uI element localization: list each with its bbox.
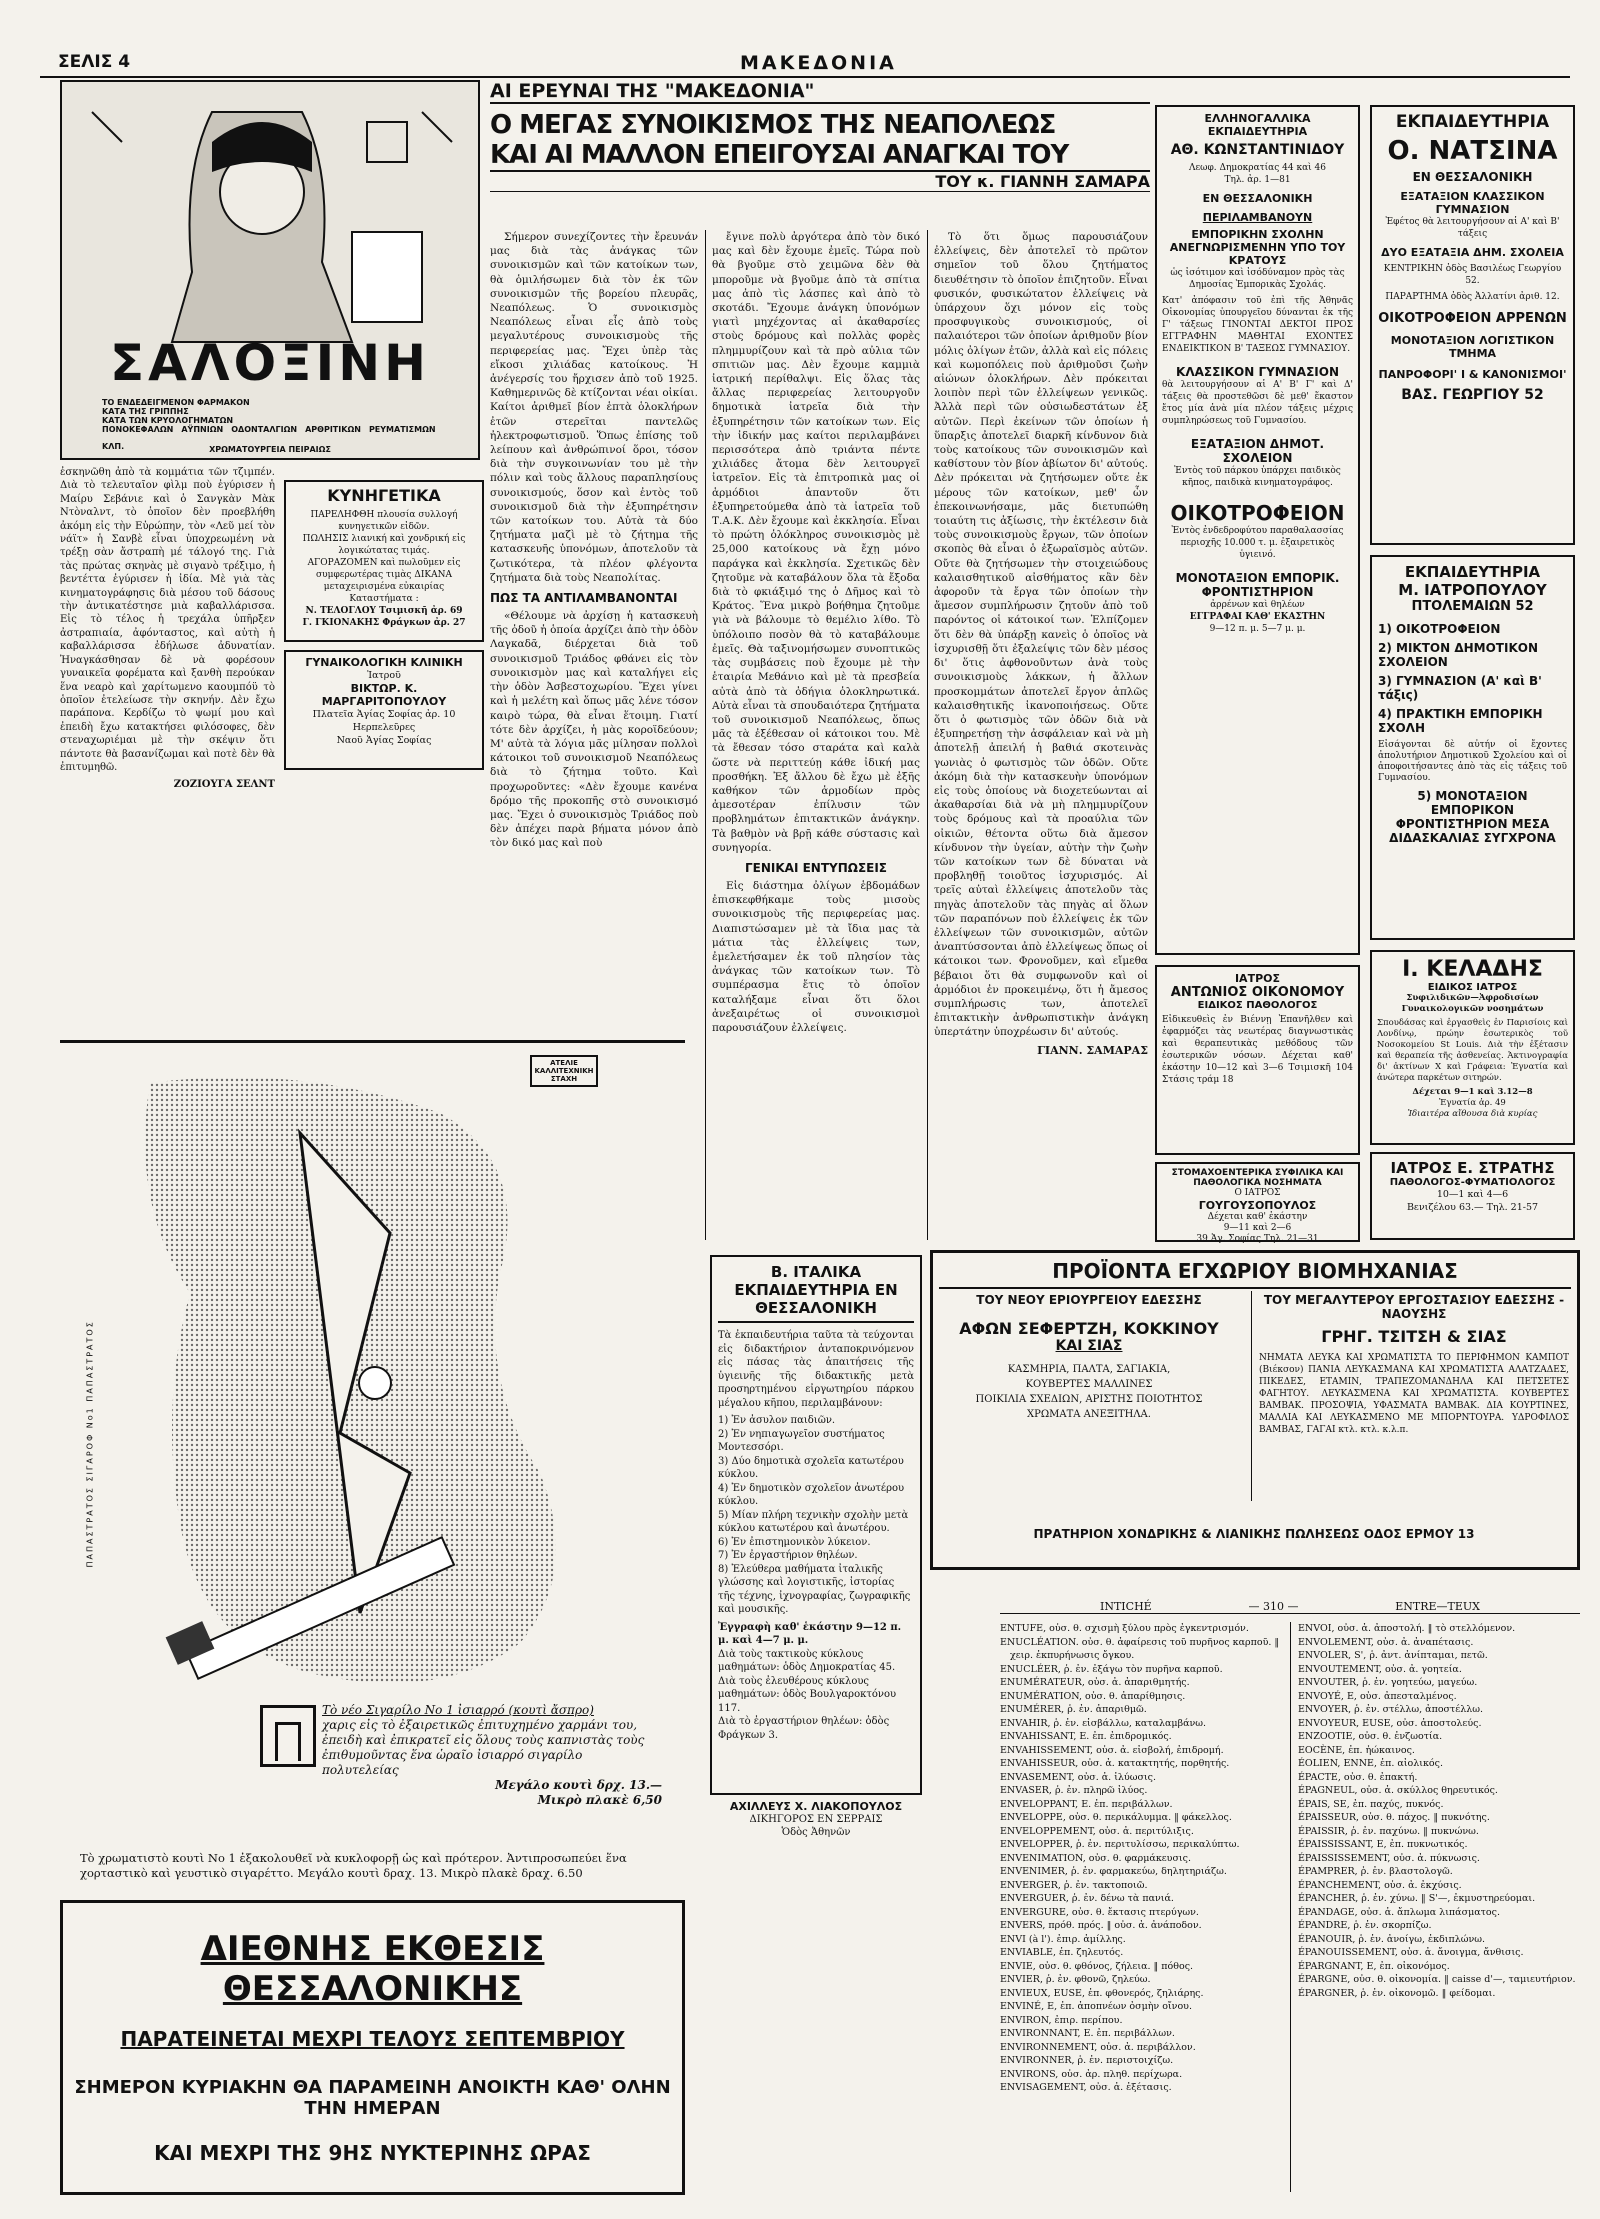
konst-s3-text: Ἐντὸς τοῦ πάρκου ὑπάρχει παιδικὸς κῆπος, παιδικὰ κινηματογράφος. [1174, 466, 1341, 488]
konst-s1-text: ὡς ἰσότιμον καὶ ἰσόδύναμον πρὸς τὰς Δημοσίας Ἐμπορικὰς Σχολάς. [1170, 268, 1345, 290]
dict-entry: ÉPANDAGE, οὐσ. ἀ. ἄπλωμα λιπάσματος. [1298, 1906, 1500, 1918]
konst-s4-text: Ἐντὸς ἐνδεδροφύτου παραθαλασσίας περιοχῆς 10.000 τ. μ. ἐξαιρετικὸς ὑγιεινό. [1171, 526, 1344, 560]
konst-s2: ΚΛΑΣΣΙΚΟΝ ΓΥΜΝΑΣΙΟΝ [1176, 365, 1339, 379]
gyn-addr: Ηερπελεῦρες [352, 722, 416, 733]
kynigetika-line: ΠΩΛΗΣΙΣ λιανική καὶ χονδρική εἰς λογικώτατας τιμάς. [302, 534, 466, 556]
stratis-ad [1370, 1152, 1575, 1240]
goug-name: ΓΟΥΓΟΥΣΟΠΟΥΛΟΣ [1198, 1199, 1317, 1212]
dictionary-col-1 [1000, 1622, 1282, 2192]
italian-note: Ἐγγραφὴ καθ' ἑκάστην 9—12 π. μ. καὶ 4—7 μ. μ. [718, 1621, 902, 1646]
natsina-name: Ο. ΝΑΤΣΙΝΑ [1387, 136, 1558, 166]
hand-line-1: Τὸ νέο Σιγαρίλο Νο 1 ἰσιαρρό (κουτὶ ἄσπρο) [322, 1703, 594, 1717]
konst-addr: Λεωφ. Δημοκρατίας 44 καὶ 46 [1188, 163, 1327, 173]
dict-entry: ÉPACTE, οὐσ. θ. ἐπακτή. [1298, 1771, 1418, 1783]
products-ad [930, 1250, 1580, 1570]
dictionary-col-2 [1298, 1622, 1580, 2192]
dictionary-header [1000, 1600, 1580, 1614]
fair-line2: ΠΑΡΑΤΕΙΝΕΤΑΙ ΜΕΧΡΙ ΤΕΛΟΥΣ ΣΕΠΤΕΜΒΡΙΟΥ [120, 2027, 625, 2051]
products-right-head: ΤΟΥ ΜΕΓΑΛΥΤΕΡΟΥ ΕΡΓΟΣΤΑΣΙΟΥ ΕΔΕΣΣΗΣ - ΝΑΟΥΣΗΣ [1263, 1293, 1565, 1321]
lawyer-title: ΔΙΚΗΓΟΡΟΣ ΕΝ ΣΕΡΡΑΙΣ [749, 1814, 883, 1825]
dict-entry: ÉPANOUISSEMENT, οὐσ. ἀ. ἄνοιγμα, ἄνθισις. [1298, 1947, 1524, 1958]
konstantinidou-ad [1155, 105, 1360, 955]
price-small: Μικρὸ πλακὲ 6,50 [537, 1793, 662, 1807]
claim-line: ΚΑΤΑ ΤΩΝ ΚΡΥΟΛΟΓΗΜΑΤΩΝ [102, 416, 234, 425]
dict-entry: ENUMÉRATEUR, οὐσ. ἀ. ἀπαριθμητής. [1000, 1677, 1190, 1688]
kynigetika-ad [284, 480, 484, 642]
dict-entry: ENVOLEMENT, οὐσ. ἀ. ἀναπέτασις. [1298, 1636, 1474, 1648]
oikonomou-spec: ΕΙΔΙΚΟΣ ΠΑΘΟΛΟΓΟΣ [1197, 1000, 1318, 1011]
italian-item: 1) Ἐν ἀσυλον παιδιῶν. [718, 1415, 836, 1426]
iatro-item: 3) ΓΥΜΝΑΣΙΟΝ (Α' καὶ Β' τάξις) [1378, 674, 1542, 702]
natsina-l2: ΔΥΟ ΕΞΑΤΑΞΙΑ ΔΗΜ. ΣΧΟΛΕΙΑ [1381, 246, 1564, 259]
dict-entry: ENVINÉ, E, ἐπ. ἀποπνέων ὀσμὴν οἴνου. [1000, 2001, 1192, 2012]
gyn-clinic-ad [284, 650, 484, 770]
keladis-title: ΕΙΔΙΚΟΣ ΙΑΤΡΟΣ [1427, 982, 1518, 993]
gyn-sub: Ἰατροῦ [367, 670, 401, 681]
saloxini-brand: ΣΑΛΟΞΙΝΗ [110, 334, 430, 392]
dict-entry: ENVIEUX, EUSE, ἐπ. φθονερός, ζηλιάρης. [1000, 1987, 1204, 1999]
fair-line4: ΚΑΙ ΜΕΧΡΙ ΤΗΣ 9ΗΣ ΝΥΚΤΕΡΙΝΗΣ ΩΡΑΣ [154, 2141, 591, 2165]
italian-note: Διὰ τοὺς ἐλευθέρους κύκλους μαθημάτων: ὁδὸς Βουλγαροκτόνου 117. [718, 1675, 897, 1714]
dict-entry: ENUMÉRATION, οὐσ. θ. ἀπαρίθμησις. [1000, 1690, 1186, 1702]
konst-s3: ΕΞΑΤΑΞΙΟΝ ΔΗΜΟΤ. ΣΧΟΛΕΙΟΝ [1190, 437, 1325, 465]
dict-entry: ENVAHIR, ῥ. ἐν. εἰσβάλλω, καταλαμβάνω. [1000, 1717, 1207, 1729]
lawyer-addr: Ὁδὸς Ἀθηνῶν [781, 1827, 851, 1838]
cigarette-handwritten [322, 1703, 662, 1808]
dict-entry: ENVENIMER, ῥ. ἐν. φαρμακεύω, δηλητηριάζω. [1000, 1866, 1227, 1877]
left-column-text [60, 466, 275, 1026]
claim-item: ΑΡΘΡΙΤΙΚΩΝ [305, 425, 361, 434]
dict-entry: ENVIE, οὐσ. θ. φθόνος, ζήλεια. ‖ πόθος. [1000, 1960, 1194, 1972]
italian-item: 4) Ἐν δημοτικὸν σχολεῖον ἀνωτέρου κύκλου. [718, 1482, 905, 1507]
products-left-line: ΚΟΥΒΕΡΤΕΣ ΜΑΛΛΙΝΕΣ [1025, 1379, 1153, 1390]
iatro-addr: ΠΤΟΛΕΜΑΙΩΝ 52 [1411, 599, 1534, 614]
cigarette-badge: ΑΤΕΛΙΕ ΚΑΛΛΙΤΕΧΝΙΚΗ ΣΤΑΧΗ [530, 1055, 598, 1087]
keladis-addr: Ἐγνατία ἀρ. 49 [1439, 1098, 1506, 1108]
keladis-ad [1370, 950, 1575, 1145]
gyn-addr: Πλατεῖα Ἁγίας Σοφίας ἀρ. 10 [312, 709, 456, 720]
konst-head: ΕΛΛΗΝΟΓΑΛΛΙΚΑ ΕΚΠΑΙΔΕΥΤΗΡΙΑ [1204, 112, 1311, 138]
dict-entry: ENVISAGEMENT, οὐσ. ἀ. ἐξέτασις. [1000, 2082, 1172, 2093]
dict-entry: ENVIABLE, ἐπ. ζηλευτός. [1000, 1947, 1124, 1958]
dict-entry: ENVELOPPER, ῥ. ἐν. περιτυλίσσω, περικαλύπτω. [1000, 1839, 1240, 1850]
dict-entry: ENUCLÉATION. οὐσ. θ. ἀφαίρεσις τοῦ πυρῆνος καρποῦ. ‖ χειρ. ἐκπυρήνωσις ὄγκου. [1000, 1636, 1280, 1661]
dict-entry: ENVIRON, ἐπιρ. περίπου. [1000, 2014, 1123, 2026]
dict-entry: ÉPARGNE, οὐσ. θ. οἰκονομία. ‖ caisse d'—, ταμιευτήριον. [1298, 1974, 1576, 1985]
oikonomou-ad [1155, 965, 1360, 1155]
article-para: ἔγινε πολὺ ἀργότερα ἀπὸ τὸν δικό μας καὶ δὲν ἔχουμε ἐμεῖς. Τώρα ποὺ θὰ βγοῦμε στὸ χειμῶνα δὲν θὰ μποροῦμε νὰ βγοῦμε ἀπὸ τὰ σπίτια μας ἀπὸ τὶς λάσπες καὶ ἀπὸ τὸ σκοτάδι. Ἔχουμε ἀνάγκη ὑπονόμων γιατὶ μηχέχοντας αἱ ἀκαθαρσίες στοὺς δρόμους καὶ πολλὰς φορὲς πλημμυρίζουν καὶ τὰ πρὸ αὐλια τῶν σπιτιῶν μας. Δὲν ἔχουμε καμμιὰ ἰατρική περίθαλψι. Εἰς ὅλας τὰς ἄλλας περιφερείας λειτουργοῦν δημοτικὰ ἰατρεῖα διὰ τὴν ἐξυπηρέτησιν τῶν κατοίκων των. Εἰς τὴν ἰδικήν μας καίτοι περιλαμβάνει περισσότερα ἀπὸ τριάντα πέντε χιλιάδες ἄτομα δὲν λειτουργεῖ ἰατρεῖον. Εἰς τὰ ἐπιτροπικὰ μας οἱ ἁρμόδιοι ἀπαντοῦν ὅτι ἐξυπηρετούμεθα ἀπὸ τὰ ἰατρεῖα τοῦ Τ.Α.Κ. Δὲν ἔχουμε καὶ ἐκκλησία. Εἶναι τὸ πρώτη ὁλόκληρος συνοικισμὸς μὲ 25,000 κατοίκους νὰ ἔχῃ μόνο παράγκα καὶ ἐκκλησία. Σχετικῶς δὲν ζητοῦμε νὰ καταβάλουν ὅλα τὰ ἔξοδα διὰ τὸ φκιάξιμό της ὁ Δῆμος καὶ τὸ Κράτος. Ἕνα μικρὸ βοήθημα ζητοῦμε γιὰ νὰ βάλουμε τὸ θεμέλιο λίθο. Τὸ ὑπόλοιπο ποσὸν θὰ τὸ καταβάλουμε ἐμεῖς. Θὰ ταξινομήσωμεν συνοπτικῶς τὰς συμβάσεις ποὺ ἔχουμε μὲ τὴν ἑταιρία Μεθάνιο καὶ μὲ τὰ πρεσβεία αὐτὰ ἀπὸ τὰ ὀδήγια ὁλοκληρωτικά. Αὐτὰ εἶναι τὰ σπουδαιότερα ζητήματα τοῦ συνοικισμοῦ Νεαπόλεως, ὅπως μᾶς τὰ ἐξέθεσαν οἱ κάτοικοι του. Μὲ τὰ ἔθεσαν τόσο σταράτα καὶ καλὰ ὥστε νὰ περιττεύῃ κάθε ἰδική μας προσθήκη. Ἐξ ἄλλου δὲ ἔχω μὲ ἐξῆς καθήκον τῶν ἁρμοδίων πρὸς ἀμεσοτέραν ἐπίλυσιν τῶν προβλημάτων ἐπιτακτικῶν ἀνάγκην. Τὰ βαθμὸν νὰ βρῇ κάθε σύστασις καὶ συνηγορία. [712, 231, 920, 854]
konst-city: ΕΝ ΘΕΣΣΑΛΟΝΙΚΗ [1202, 192, 1313, 205]
dict-entry: ENVERS, πρόθ. πρός. ‖ οὐσ. ἀ. ἀνάποδον. [1000, 1920, 1202, 1931]
iatro-head: ΕΚΠΑΙΔΕΥΤΗΡΙΑ [1404, 563, 1541, 581]
dict-entry: ENVOYER, ῥ. ἐν. στέλλω, ἀποστέλλω. [1298, 1704, 1484, 1715]
konst-incl: ΠΕΡΙΛΑΜΒΑΝΟΥΝ [1202, 211, 1313, 224]
dict-entry: ÉPAISSEUR, οὐσ. θ. πάχος. ‖ πυκνότης. [1298, 1812, 1490, 1823]
dict-entry: ÉPANOUIR, ῥ. ἐν. ἀνοίγω, ἐκδιπλώνω. [1298, 1933, 1486, 1945]
products-right-text: ΝΗΜΑΤΑ ΛΕΥΚΑ ΚΑΙ ΧΡΩΜΑΤΙΣΤΑ ΤΟ ΠΕΡΙΦΗΜΟΝ ΚΑΜΠΟΤ (Βιέκσον) ΠΑΝΙΑ ΛΕΥΚΑΣΜΑΝΑ ΚΑΙ ΧΡΩΜΑΤΙΣΤΑ ΑΛΑΤΖΑΔΕΣ, ΠΙΚΕΔΕΣ, ΕΤΑΜΙΝ, ΤΡΑΠΕΖΟΜΑΝΔΗΛΑ ΚΑΙ ΠΕΤΣΕΤΕΣ ΦΑΓΗΤΟΥ. ΛΕΥΚΑΣΜΕΝΑ ΚΑΙ ΧΡΩΜΑΤΙΣΤΑ. ΚΟΥΒΕΡΤΕΣ ΒΑΜΒΑΚ. ΠΡΟΣΟΨΙΑ, ΥΦΑΣΜΑΤΑ ΒΑΜΒΑΚ. ΔΙΑ ΚΟΥΡΤΙΝΕΣ, ΜΑΛΛΙΑ ΚΑΙ ΛΕΥΚΑΣΜΕΝΟ ΜΕ ΜΠΟΡΝΤΟΥΡΑ. ΥΔΡΟΦΙΛΟΣ ΒΑΜΒΑΣ, ΓΑΓΑΙ κτλ. κτλ. κ.λ.π. [1259, 1353, 1569, 1435]
dict-entry: ÉPARGNANT, E, ἐπ. οἰκονόμος. [1298, 1960, 1450, 1972]
kynigetika-line: ΠΑΡΕΛΗΦΘΗ πλουσία συλλογή κυνηγετικῶν εἰδῶν. [310, 510, 458, 532]
kynigetika-line: Καταστήματα : [349, 594, 419, 604]
italian-item: 7) Ἐν ἐργαστήριον θηλέων. [718, 1550, 858, 1561]
italian-item: 6) Ἐν ἐπιστημονικὸν λύκειον. [718, 1536, 871, 1548]
natsina-ad [1370, 105, 1575, 545]
dict-entry: ENVOYEUR, EUSE, οὐσ. ἀποστολεύς. [1298, 1717, 1482, 1729]
dict-entry: ENVOUTEMENT, οὐσ. ἀ. γοητεία. [1298, 1663, 1462, 1675]
kynigetika-line: Ν. ΤΕΛΟΓΛΟΥ Τσιμισκῆ ἀρ. 69 [305, 606, 463, 616]
oikonomou-head: ΙΑΤΡΟΣ [1234, 972, 1281, 985]
dict-entry: ENVAHISSEMENT, οὐσ. ἀ. εἰσβολή, ἐπιδρομή. [1000, 1744, 1224, 1756]
stratis-spec: ΠΑΘΟΛΟΓΟΣ-ΦΥΜΑΤΙΟΛΟΓΟΣ [1389, 1177, 1556, 1188]
article-kicker: ΑΙ ΕΡΕΥΝΑΙ ΤΗΣ "ΜΑΚΕΔΟΝΙΑ" [490, 80, 1150, 104]
stratis-addr: Βενιζέλου 63.— Τηλ. 21-57 [1406, 1202, 1539, 1213]
dict-entry: ÉPAISSIR, ῥ. ἐν. παχύνω. ‖ πυκνώνω. [1298, 1825, 1479, 1837]
dict-head-left: INTICHÉ [1100, 1600, 1152, 1613]
natsina-l1-text: Ἐφέτος θὰ λειτουργήσουν αἱ Α' καὶ Β' τάξεις [1385, 217, 1560, 239]
dict-entry: ENVIER, ῥ. ἐν. φθονῶ, ζηλεύω. [1000, 1974, 1151, 1985]
iatro-name: Μ. ΙΑΤΡΟΠΟΥΛΟΥ [1398, 581, 1547, 599]
dict-entry: ENVENIMATION, οὐσ. θ. φαρμάκευσις. [1000, 1852, 1192, 1864]
logo-mark-icon [275, 1722, 301, 1761]
gougousopoulos-ad [1155, 1162, 1360, 1242]
dict-entry: ENVOI, οὐσ. ἀ. ἀποστολή. ‖ τὸ στελλόμενον. [1298, 1623, 1516, 1634]
dictionary [1000, 1600, 1580, 2200]
article-byline: ΤΟΥ κ. ΓΙΑΝΝΗ ΣΑΜΑΡΑ [490, 172, 1150, 192]
products-left [939, 1293, 1239, 1422]
gyn-addr: Ναοῦ Ἁγίας Σοφίας [336, 735, 432, 746]
dict-entry: ENVELOPPE, οὐσ. θ. περικάλυμμα. ‖ φάκελλος. [1000, 1812, 1232, 1823]
dict-entry: ENVERGURE, οὐσ. θ. ἔκτασις πτερύγων. [1000, 1906, 1199, 1918]
kynigetika-line: Γ. ΓΚΙΟΝΑΚΗΣ Φράγκων ἀρ. 27 [302, 618, 466, 628]
natsina-l7: ΠΑΝΡΟΦΟΡΙ' Ι & ΚΑΝΟΝΙΣΜΟΙ' [1378, 368, 1567, 381]
gyn-name: ΒΙΚΤΩΡ. Κ. ΜΑΡΓΑΡΙΤΟΠΟΥΛΟΥ [321, 682, 447, 708]
konst-s5: ΜΟΝΟΤΑΞΙΟΝ ΕΜΠΟΡΙΚ. ΦΡΟΝΤΙΣΤΗΡΙΟΝ [1175, 571, 1340, 599]
fair-title: ΔΙΕΘΝΗΣ ΕΚΘΕΣΙΣ ΘΕΣΣΑΛΟΝΙΚΗΣ [200, 1929, 545, 2009]
italian-item: 8) Ἐλεύθερα μαθήματα ἰταλικῆς γλώσσης καὶ λογιστικῆς, ἱστορίας τῆς τέχνης, ἰχνογραφίας, ζωγραφικῆς καὶ μουσικῆς. [718, 1563, 911, 1615]
products-footer: ΠΡΑΤΗΡΙΟΝ ΧΟΝΔΡΙΚΗΣ & ΛΙΑΝΙΚΗΣ ΠΩΛΗΣΕΩΣ ΟΔΟΣ ΕΡΜΟΥ 13 [1033, 1527, 1475, 1541]
cigarette-logo-box [260, 1705, 316, 1767]
dict-entry: ENTUFE, οὐσ. θ. σχισμὴ ξύλου πρὸς ἐγκεντρισμόν. [1000, 1623, 1249, 1634]
konst-s4: ΟΙΚΟΤΡΟΦΕΙΟΝ [1170, 501, 1345, 525]
dict-entry: EOCÈNE, ἐπ. ἠώκαινος. [1298, 1744, 1415, 1756]
saloxini-footer: ΧΡΩΜΑΤΟΥΡΓΕΙΑ ΠΕΙΡΑΙΩΣ [209, 445, 331, 454]
dict-head-right: ENTRE—TEUX [1395, 1600, 1480, 1613]
konst-hours: 9—12 π. μ. 5—7 μ. μ. [1209, 624, 1306, 634]
article-para: Σήμερον συνεχίζοντες τὴν ἔρευνάν μας διὰ τὰς ἀνάγκας τῶν συνοικισμῶν καὶ τῶν κατοίκων των, θὰ ὁμιλήσωμεν διὰ τὸν ἐκ τῶν συνοικισμῶν τῆς βορείου πλευρᾶς, Νεαπόλεως. Ὁ συνοικισμὸς Νεαπόλεως εἶναι εἷς ἀπὸ τοὺς μεγαλυτέρους συνοικισμοὺς τῆς περιφερείας μας. Ἔχει ὑπὲρ τὰς εἴκοσι χιλιάδας κατοίκους. Ἡ ἀνέγερσίς του ἤρχισεν ἀπὸ τοῦ 1925. Καθημερινῶς δὲ κτίζονται νέαι οἰκίαι. Καίτοι ἀριθμεῖ βίον ἑπτὰ ὁλοκλήρων ἐτῶν στερεῖται παντελῶς ἠλεκτροφωτισμοῦ. Ὅπως ἐπίσης τοῦ λείπουν καὶ ἀνθρώπινοί ὅροι, τόσον διὰ τὴν συγκοινωνίαν του μὲ τὴν πόλιν καὶ τοὺς ἄλλους παραπλησίους συνοικισμούς, ὅσον καὶ ἐντὸς τοῦ συνοικισμοῦ διὰ τὴν ἐξυπηρέτησιν τῶν κατοίκων του. Αὐτὰ τὰ δύο ζητήματα μαζὶ μὲ τὸ ζήτημα τῆς κατασκευῆς ὑπονόμων, ἀποτελοῦν τὰ ζωτικότερα, τὰ πλέον φλέγοντα ζητήματα διὰ τοὺς Νεαπολίτας. [490, 231, 698, 584]
goug-hours: Δέχεται καθ' ἑκάστην [1207, 1212, 1308, 1222]
italian-intro: Τὰ ἐκπαιδευτήρια ταῦτα τὰ τεύχονται εἰς διδακτήριον ἀνταποκρινόμενον εἰς πάσας τὰς ἀπαιτήσεις τῆς ὑγιεινῆς τῆς διδακτικῆς μετὰ προσηρτημένου εἰργωτηρίου πάρκου μέγαλου κῆπου, περιλαμβάνουν: [718, 1330, 914, 1409]
natsina-l5: ΟΙΚΟΤΡΟΦΕΙΟΝ ΑΡΡΕΝΩΝ [1378, 311, 1567, 326]
iatro-item: 5) ΜΟΝΟΤΑΞΙΟΝ ΕΜΠΟΡΙΚΟΝ ΦΡΟΝΤΙΣΤΗΡΙΟΝ ΜΕΣΑ ΔΙΔΑΣΚΑΛΙΑΣ ΣΥΓΧΡΟΝΑ [1389, 789, 1556, 845]
claim-item: ΠΟΝΟΚΕΦΑΛΩΝ [102, 425, 174, 434]
dict-entry: ÉPAGNEUL, οὐσ. ἀ. σκύλλος θηρευτικός. [1298, 1785, 1498, 1796]
products-title: ΠΡΟΪΟΝΤΑ ΕΓΧΩΡΙΟΥ ΒΙΟΜΗΧΑΝΙΑΣ [939, 1259, 1571, 1289]
products-left-line: ΚΑΣΜΗΡΙΑ, ΠΑΛΤΑ, ΣΑΓΙΑΚΙΑ, [1007, 1364, 1171, 1375]
page-number: ΣΕΛΙΣ 4 [58, 52, 131, 72]
claim-line: ΤΟ ΕΝΔΕΔΕΙΓΜΕΝΟΝ ΦΑΡΜΑΚΟΝ [102, 398, 250, 407]
kynigetika-title: ΚΥΝΗΓΕΤΙΚΑ [327, 486, 441, 505]
iatropoulou-ad [1370, 555, 1575, 940]
dict-entry: ÉOLIEN, ENNE, ἐπ. αἰολικός. [1298, 1758, 1443, 1769]
natsina-l4: ΠΑΡΑΡΤΗΜΑ ὁδὸς Ἀλλατίνι ἀριθ. 12. [1385, 292, 1560, 302]
article-col-2 [712, 230, 920, 1230]
natsina-l1: ΕΞΑΤΑΞΙΟΝ ΚΛΑΣΣΙΚΟΝ ΓΥΜΝΑΣΙΟΝ [1400, 190, 1545, 216]
italian-item: 2) Ἐν νηπιαγωγεῖον συστήματος Μοντεσσόρι. [718, 1428, 885, 1453]
dict-entry: ENVOUTER, ῥ. ἐν. γοητεύω, μαγεύω. [1298, 1677, 1478, 1688]
claim-line: ΚΑΤΑ ΤΗΣ ΓΡΙΠΠΗΣ [102, 407, 189, 416]
article [490, 80, 1150, 1240]
stratis-name: ΙΑΤΡΟΣ Ε. ΣΤΡΑΤΗΣ [1390, 1159, 1555, 1177]
natsina-l6: ΜΟΝΟΤΑΞΙΟΝ ΛΟΓΙΣΤΙΚΟΝ ΤΜΗΜΑ [1390, 334, 1555, 360]
konst-s5-text: ἀρρένων καὶ θηλέων [1210, 600, 1305, 610]
italian-school-ad [710, 1255, 922, 1795]
italian-item: 5) Μίαν πλήρη τεχνικὴν σχολὴν μετὰ κύκλου κατωτέρου καὶ ἀνωτέρου. [718, 1509, 909, 1534]
dict-entry: ENVI (à l'). ἐπιρ. ἁμίλλης. [1000, 1933, 1126, 1945]
claim-item: ΑΫΠΝΙΩΝ [181, 425, 224, 434]
dict-entry: ÉPAISSISSANT, E, ἐπ. πυκνωτικός. [1298, 1839, 1468, 1850]
oikonomou-text: Εἰδικευθεὶς ἐν Βιέννῃ Ἐπανῆλθεν καὶ ἐφαρμόζει τὰς νεωτέρας διαγνωστικὰς καὶ θεραπευτικὰς μεθόδους τῶν ἐσωτερικῶν νόσων. Δέχεται καθ' ἑκάστην 10—12 καὶ 3—6 Τσιμισκῆ 104 Στάσις τράμ 18 [1162, 1015, 1353, 1085]
products-left-line: ΧΡΩΜΑΤΑ ΑΝΕΞΙΤΗΛΑ. [1027, 1409, 1151, 1420]
hand-line-2: χαρις εἰς τὸ ἐξαιρετικῶς ἐπιτυχημένο χαρμάνι του, ἐπειδὴ καὶ ἐπικρατεῖ εἰς ὅλους τοὺς καπνιστὰς τοὺς ἐπιθυμοῦντας ἕνα ὡραῖο ἰσιαρρό σιγαρίλο πολυτελείας [322, 1718, 645, 1777]
dictionary-divider [1290, 1622, 1291, 2192]
kynigetika-line: ΑΓΟΡΑΖΟΜΕΝ καὶ πωλοῦμεν εἰς συμφερωτέρας τιμὰς ΔΙΚΑΝΑ μεταχειρισμένα εὐκαιρίας [307, 558, 461, 592]
dict-entry: ÉPARGNER, ῥ. ἐν. οἰκονομῶ. ‖ φείδομαι. [1298, 1987, 1496, 1999]
keladis-text: Σπουδάσας καὶ ἐργασθεὶς ἐν Παρισίοις καὶ Λονδίνῳ, πρώην ἐσωτερικὸς τοῦ Νοσοκομείου St Louis. Διὰ τὴν ἐξέτασιν καὶ θεραπεία τῆς ἀσθενείας. Ἀκτινογραφία δι' ἀκτίνων Χ καὶ Γράφεια: Ἐγνατία καὶ ἀνώτερα παρκέτων σιτηρών. [1377, 1018, 1568, 1083]
dict-entry: ENVAHISSEUR, οὐσ. ἀ. κατακτητής, πορθητής. [1000, 1758, 1230, 1769]
article-para: Εἰς διάστημα ὀλίγων ἑβδομάδων ἐπισκεφθήκαμε τοὺς μισοὺς συνοικισμοὺς τῆς περιφερείας μας. Διαπιστώσαμεν μὲ τὰ ἴδια μας τὰ μάτια τὰς ἐλλείψεις των, ἐμελετήσαμεν ἐκ τοῦ πλησίον τὰς ἀνάγκας τῶν κατοίκων των. Τὸ συμπέρασμα ἔτις τὸ ὁποῖον καταλήξαμε εἶναι ὅτι ὅλοι ἀνεξαιρέτως οἱ συνοικισμοὶ παρουσιάζουν ἐλλείψεις. [712, 879, 920, 1034]
natsina-head: ΕΚΠΑΙΔΕΥΤΗΡΙΑ [1395, 112, 1550, 132]
article-subhead: ΓΕΝΙΚΑΙ ΕΝΤΥΠΩΣΕΙΣ [745, 860, 887, 875]
dict-entry: ÉPANDRE, ῥ. ἐν. σκορπίζω. [1298, 1920, 1432, 1931]
konst-s1-text2: Κατ' ἀπόφασιν τοῦ ἐπὶ τῆς Ἀθηνᾶς Οἰκονομίας ὑπουργεῖου δύνανται ἐκ τῆς Γ' τάξεως ΓΙΝΟΝΤΑΙ ΔΕΚΤΟΙ ΠΡΟΣ ΕΓΓΡΑΦΗΝ ΜΑΘΗΤΑΙ ΕΧΟΝΤΕΣ ΕΝΔΕΙΚΤΙΚΟΝ Β' ΤΑΞΕΩΣ ΓΥΜΝΑΣΙΟΥ. [1162, 296, 1353, 354]
konst-tel: Τηλ. ἀρ. 1—81 [1224, 175, 1291, 185]
natsina-addr: ΒΑΣ. ΓΕΩΡΓΙΟΥ 52 [1401, 387, 1544, 403]
keladis-hours: Δέχεται 9—1 καὶ 3.12—8 [1412, 1087, 1533, 1097]
dict-entry: ENVELOPPANT, E. ἐπ. περιβάλλων. [1000, 1798, 1173, 1810]
products-right-firm: ΓΡΗΓ. ΤΣΙΤΣΗ & ΣΙΑΣ [1321, 1327, 1507, 1346]
italian-items [718, 1414, 914, 1617]
dict-entry: ENVIRONNANT, E. ἐπ. περιβάλλων. [1000, 2028, 1175, 2039]
goug-sub: Ο ΙΑΤΡΟΣ [1234, 1188, 1281, 1198]
keladis-name: Ι. ΚΕΛΑΔΗΣ [1402, 957, 1543, 982]
konst-s1: ΕΜΠΟΡΙΚΗΝ ΣΧΟΛΗΝ ΑΝΕΓΝΩΡΙΣΜΕΝΗΝ ΥΠΟ ΤΟΥ ΚΡΑΤΟΥΣ [1169, 228, 1346, 267]
dict-entry: ÉPAMPRER, ῥ. ἐν. βλαστολογῶ. [1298, 1866, 1453, 1877]
dict-entry: ENVASER, ῥ. ἐν. πληρῶ ἰλύος. [1000, 1785, 1148, 1796]
products-left-head: ΤΟΥ ΝΕΟΥ ΕΡΙΟΥΡΓΕΙΟΥ ΕΔΕΣΣΗΣ [976, 1293, 1202, 1307]
claim-item: ΟΔΟΝΤΑΛΓΙΩΝ [231, 425, 298, 434]
italian-note: Διὰ τοὺς τακτικοὺς κύκλους μαθημάτων: ὁδὸς Δημοκρατίας 45. [718, 1648, 896, 1673]
italian-note: Διὰ τὸ ἐργαστήριον θηλέων: ὁδὸς Φράγκων 3. [718, 1716, 890, 1741]
dict-entry: ENVIRONNER, ῥ. ἐν. περιστοιχίζω. [1000, 2055, 1174, 2066]
dict-entry: ÉPAIS, SE, ἐπ. παχύς, πυκνός. [1298, 1798, 1444, 1810]
products-left-firm2: ΚΑΙ ΣΙΑΣ [1055, 1338, 1123, 1354]
gyn-title: ΓΥΝΑΙΚΟΛΟΓΙΚΗ ΚΛΙΝΙΚΗ [305, 656, 463, 669]
cigarette-caption: Τὸ χρωματιστὸ κουτὶ Νο 1 ἐξακολουθεῖ νὰ κυκλοφορῇ ὡς καὶ πρότερον. Ἀντιπροσωπεύει ἕνα χορταστικὸ καὶ γευστικὸ σιγαρέττο. Μεγάλο κουτὶ δραχ. 13. Μικρὸ πλακὲ δραχ. 6.50 [80, 1851, 627, 1880]
dict-entry: ENVERGUER, ῥ. ἐν. δένω τὰ πανιά. [1000, 1893, 1174, 1904]
saloxini-claims [102, 398, 442, 451]
article-headline-1: Ο ΜΕΓΑΣ ΣΥΝΟΙΚΙΣΜΟΣ ΤΗΣ ΝΕΑΠΟΛΕΩΣ [490, 110, 1056, 140]
keladis-spec: Συφιλιδικῶν—Ἀφροδισίων Γυναικολογικῶν νοσημάτων [1401, 993, 1544, 1014]
fair-ad [60, 1900, 685, 2195]
keladis-note: Ἰδιαιτέρα αἴθουσα διὰ κυρίας [1407, 1109, 1538, 1119]
italian-title: Β. ΙΤΑΛΙΚΑ ΕΚΠΑΙΔΕΥΤΗΡΙΑ ΕΝ ΘΕΣΣΑΛΟΝΙΚΗ [718, 1263, 914, 1323]
article-subhead: ΠΩΣ ΤΑ ΑΝΤΙΛΑΜΒΑΝΟΝΤΑΙ [490, 591, 678, 606]
dict-entry: ENVIRONS, οὐσ. ἀρ. πληθ. περίχωρα. [1000, 2068, 1183, 2080]
page-header [40, 52, 1570, 78]
konst-s5-text2: ΕΓΓΡΑΦΑΙ ΚΑΘ' ΕΚΑΣΤΗΝ [1189, 612, 1326, 622]
italian-item: 3) Δύο δημοτικὰ σχολεῖα κατωτέρου κύκλου. [718, 1455, 904, 1480]
konst-name: ΑΘ. ΚΩΝΣΤΑΝΤΙΝΙΔΟΥ [1170, 142, 1345, 158]
cigarette-side-text: ΠΑΠΑΣΤΡΑΤΟΣ ΣΙΓΑΡΟΦ Νο1 ΠΑΠΑΣΤΡΑΤΟΣ [85, 1320, 95, 1568]
article-col-1 [490, 230, 698, 1230]
price-large: Μεγάλο κουτὶ δρχ. 13.— [495, 1778, 662, 1792]
article-para: Τὸ ὅτι ὅμως παρουσιάζουν ἐλλείψεις, δὲν ἀποτελεῖ τὸ πρῶτον σημεῖον τοῦ ὅλου ζητήματος διευθέτησιν τὸ ὁποῖον ἐπιζητοῦν. Εἶναι φυσικόν, φυσικώτατον ἐλλείψεις νὰ ὑπάρχουν ὅχι μόνον εἰς τοὺς προσφυγικοὺς συνοικισμούς, οἱ παλαιότεροι τῶν ὁποίων ἀριθμοῦν βίον μόλις ὀλίγων ἐτῶν, ἀλλὰ καὶ εἰς πόλεις καὶ κωμοπόλεις ποὺ ἀριθμοῦσι ζωὴν αἰώνων ὁλοκλήρων. Δὲν πρόκειται λοιπὸν περὶ τῶν ἐλλείψεων γενικῶς. Ἀλλὰ περὶ τῶν οὐσιωδεστάτων ἐξ αὐτῶν. Περὶ ἐκείνων τῶν ὁποίων ἡ ὕπαρξις ἀποτελεῖ διαρκῆ κίνδυνον διὰ τοὺς κατοίκους τῶν συνοικισμῶν καὶ καθίστουν τὸν βίον ἀβίωτον δι' αὐτούς. Δὲν πρόκειται νὰ ζητήσωμεν οὔτε ἐκ μέρους τῶν κατοίκων, μεθ' ὧν ἐπεκοινωνήσαμε, μᾶς διετυπώθη τοιαύτη τις ἀξίωσις, τὴν ἐκτέλεσιν διὰ τοὺς συνοικισμοὺς ἔργων, τῶν ὁποίων σκοπὸς θὰ εἶναι ὁ ἐξωραϊσμὸς αὐτῶν. Οὔτε θὰ ζητήσωμεν τὴν στοιχειώδους καλαισθητικοῦ αἰσθήματος κἂν δὲν ἀφοροῦν τὰ ἔργα τῶν ὁποίων τὴν ἄμεσον συμπλήρωσιν ζητοῦν ἀπὸ τοῦ παρόντος οἱ κάτοικοί των. Ἐλπίζομεν ὅτι δὲν θὰ ὑπάρξῃ κανεὶς ὁ ὁποῖος νὰ ἰσχυρισθῇ ὅτι ἐξαλείψις τῶν δὲν μέσος δι' ὅτις ἀφθονοῦντων ἀνὰ τοὺς συνοικισμοὺς λάκκων, ἡ ἄλλων προσκομμάτων ἀποτελεῖ ἔργον ἁπλῶς καλαισθητικῆς ἱκανοποιήσεως. Οὔτε ὅτι ὁ φωτισμὸς τῶν ὁδῶν διὰ νὰ ἐξυπηρετήσῃ τὴν ἀσφάλειαν καὶ νὰ μὴ ἀποτελῇ ἀπειλή ἡ βαθιά σκοτεινὰς γωνιὰς ὁ φωτισμὸς τῶν ὁδῶν. Οὔτε ἀκόμη διὰ τὴν κατασκευὴν ὑπονόμων εἰς τοὺς ὁποίους νὰ διοχετεύωνται αἱ ἀκαθαρσίαι διὰ νὰ μὴ πλημμυρίζουν τοὺς δρόμους καὶ τὰ προαύλια τῶν οἰκιῶν, θέτοντα οὕτω διὰ ἄμεσον κίνδυνον τὴν ὑγείαν, αὐτὴν τὴν ζωὴν τῶν κατοίκων των δὲ δύναται νὰ προβληθῇ τοιοῦτος ἰσχυρισμός. Αἱ τρεῖς αὐταὶ ἐλλείψεις ἀποτελοῦν τὰς πηγὰς ἀποτελοῦν τὰς πηγὰς αἱ ὅλων τῶν παραπόνων ποὺ ἐλλείψεις ἐκ τῶν ἐλλείψεων τῶν συνοικισμῶν, αὐτῶν ἀναπτύσσονται ἀπὸ ἐλλείψεως ὅπως οἱ κάτοικοι των. Φρονοῦμεν, καὶ εἴμεθα βέβαιοι ὅτι θὰ συμφωνοῦν καὶ οἱ ἁρμόδιοι ἐν προκειμένῳ, ὅτι ἡ ἄμεσος συμπλήρωσις των, ἀποτελεῖ ἐπιτακτικὴν ἀνθρωπιστικὴν ἀνάγκη ὑπερτάτην ὑποχρέωσιν δι' αὐτούς. [934, 231, 1148, 1039]
masthead: ΜΑΚΕΔΟΝΙΑ [740, 52, 897, 74]
iatro-note: Εἰσάγονται δὲ αὐτήν οἱ ἔχοντες ἀπολυτήριον Δημοτικοῦ Σχολείου καὶ οἱ ἀποφοιτήσαντες ἀπὸ τὰς εἰς τάξεις τοῦ Γυμνασίου. [1378, 740, 1567, 783]
dict-entry: ENVASEMENT, οὐσ. ἀ. ἰλύωσις. [1000, 1771, 1157, 1783]
column-rule [927, 230, 928, 1240]
dict-entry: ENVOLER, S', ῥ. ἀντ. ἀνίπταμαι, πετῶ. [1298, 1650, 1488, 1661]
dict-entry: ÉPANCHEMENT, οὐσ. ἀ. ἐκχύσις. [1298, 1879, 1462, 1891]
dict-entry: ÉPAISSISSEMENT, οὐσ. ἀ. πύκνωσις. [1298, 1852, 1480, 1864]
lawyer-card [710, 1800, 922, 1860]
products-divider [1251, 1291, 1252, 1501]
stratis-hours: 10—1 καὶ 4—6 [1436, 1189, 1509, 1200]
dict-entry: ÉPANCHER, ῥ. ἐν. χύνω. ‖ S'—, ἐκμυστηρεύομαι. [1298, 1893, 1536, 1904]
products-left-firm: ΑΦΩΝ ΣΕΦΕΡΤΖΗ, ΚΟΚΚΙΝΟΥ [959, 1319, 1219, 1338]
dict-entry: ENZOOTIE, οὐσ. θ. ἐνζωοτία. [1298, 1731, 1443, 1742]
article-para: «Θέλουμε νὰ ἀρχίσῃ ἡ κατασκευὴ τῆς ὁδοῦ ἡ ὁποία ἀρχίζει ἀπὸ τὴν ὁδὸν Λαγκαδᾶ, διέρχεται διὰ τοῦ συνοικισμοῦ Τριάδος φθάνει εἰς τὸν συνοικισμὸν μας καὶ καταλήγει εἰς τὴν ὁδὸν Ἀσβεστοχωρίου. Ἔχει γίνει καὶ ἡ μελέτη καὶ ὅπως μᾶς λένε τόσον καιρὸ τώρα, θὰ εἶναι ἕτοιμη. Γιατί τότε δὲν ἀρχίζει, ἡ μὰς κοροϊδεύουν; Μ' αὐτὰ τὰ λόγια μᾶς μίλησαν πολλοὶ κάτοικοι τοῦ συνοικισμοῦ Νεαπόλεως διὰ τὸ ζήτημα τοῦτο. Καὶ προχωροῦντες: «Δὲν ἔχουμε κανένα δρόμο τῆς προκοπῆς στὸ συνοικισμό μας. Ἔχει ὁ συνοικισμὸς Τριάδος ποὺ δὲν ἀπέχει παρὰ βήματα μόνον ἀπὸ τὸν δικό μας καὶ ποὺ [490, 610, 698, 850]
products-right [1259, 1293, 1569, 1436]
left-text-signature: ΖΟΖΙΟΥΓΑ ΣΕΛΝΤ [173, 779, 275, 791]
claim-item: ΡΕΥΜΑΤΙΣΜΩΝ [368, 425, 436, 434]
iatro-item: 1) ΟΙΚΟΤΡΟΦΕΙΟΝ [1378, 622, 1501, 636]
goug-hours2: 9—11 καὶ 2—6 [1223, 1223, 1292, 1233]
claim-item: ΚΛΠ. [102, 442, 125, 451]
dict-entry: ENVAHISSANT, E. ἐπ. ἐπιδρομικός. [1000, 1731, 1172, 1742]
products-left-line: ΠΟΙΚΙΛΙΑ ΣΧΕΔΙΩΝ, ΑΡΙΣΤΗΣ ΠΟΙΟΤΗΤΟΣ [975, 1394, 1203, 1405]
dict-entry: ENUCLÉER, ῥ. ἐν. ἐξάγω τὸν πυρῆνα καρποῦ. [1000, 1663, 1223, 1675]
article-signature: ΓΙΑΝΝ. ΣΑΜΑΡΑΣ [1037, 1043, 1148, 1057]
dict-entry: ENVOYÉ, E, οὐσ. ἀπεσταλμένος. [1298, 1690, 1457, 1702]
oikonomou-name: ΑΝΤΩΝΙΟΣ ΟΙΚΟΝΟΜΟΥ [1170, 985, 1345, 1000]
dict-entry: ENVIRONNEMENT, οὐσ. ἀ. περιβάλλον. [1000, 2041, 1196, 2053]
saloxini-ad [60, 80, 480, 460]
goug-addr: 39 Ἁγ. Σοφίας Τηλ. 21—31 [1196, 1234, 1319, 1244]
iatro-item: 2) ΜΙΚΤΟΝ ΔΗΜΟΤΙΚΟΝ ΣΧΟΛΕΙΟΝ [1378, 641, 1538, 669]
article-headline-2: ΚΑΙ ΑΙ ΜΑΛΛΟΝ ΕΠΕΙΓΟΥΣΑΙ ΑΝΑΓΚΑΙ ΤΟΥ [490, 140, 1150, 172]
dict-head-mid: — 310 — [1248, 1600, 1299, 1613]
konst-s2-text: θὰ λειτουργήσουν αἱ Α' Β' Γ' καὶ Δ' τάξεις θὰ προστεθῶσι δὲ μεθ' ἕκαστον ἔτος μία ἀνὰ μία πλέον τάξεις μέχρις συμπληρώσεως τοῦ Γυμνασίου. [1162, 380, 1353, 426]
fair-line3: ΣΗΜΕΡΟΝ ΚΥΡΙΑΚΗΝ ΘΑ ΠΑΡΑΜΕΙΝΗ ΑΝΟΙΚΤΗ ΚΑΘ' ΟΛΗΝ ΤΗΝ ΗΜΕΡΑΝ [74, 2077, 671, 2119]
dict-entry: ENVELOPPEMENT, οὐσ. ἀ. περιτύλιξις. [1000, 1825, 1194, 1837]
iatro-item: 4) ΠΡΑΚΤΙΚΗ ΕΜΠΟΡΙΚΗ ΣΧΟΛΗ [1378, 707, 1543, 735]
lawyer-name: ΑΧΙΛΛΕΥΣ Χ. ΛΙΑΚΟΠΟΥΛΟΣ [729, 1800, 903, 1813]
article-col-3 [934, 230, 1148, 1240]
goug-head: ΣΤΟΜΑΧΟΕΝΤΕΡΙΚΑ ΣΥΦΙΛΙΚΑ ΚΑΙ ΠΑΘΟΛΟΓΙΚΑ ΝΟΣΗΜΑΤΑ [1171, 1168, 1344, 1188]
column-rule [705, 230, 706, 1240]
dict-entry: ENUMÉRER, ῥ. ἐν. ἀπαριθμῶ. [1000, 1704, 1147, 1715]
left-text-body: ἐσκηνῶθη ἀπὸ τὰ κομμάτια τῶν τζιμπέν. Διὰ τὸ τελευταῖον φὶλμ ποὺ ἐγύρισεν ἡ Μαίρυ Σεβάνιε καὶ ὁ Σανγκὰν Μὰκ Ντὸναλντ, τὸ ὁποῖον δὲν προεβλήθη ἀκόμη εἰς τὴν Εὐρώπην, τὸν «Λεῦ μεί τὸν νάϊτ» ἡ Σανβὲ εἶναι ὑποχρεωμένη νὰ τρέξῃ σὰν ἄστραπὴ μέ τάλογό της. Γιὰ τὰς πρώτας σκηνὰς μὲ σιγανὸ τρέξιμο, ἡ βεντέττα ἐγύρισεν ἡ ἰδία. Μὲ γιὰ τὰς κινηματογράφησις διὰ μέσου τοῦ δάσους τὴν ἀντικατέστησε μιὰ καβαλλάρισσα. Εἰς τὸ τέλος ἡ τρεχάλα ὑπῆρξεν ἀστραπιαία, ἀφόνταστος, καὶ αὐτὴ ἡ καβαλλάρισσα ἐδήλωσε ἀδυνατίαν. Ἠναγκάσθησαν δὲ νὰ φορέσουν γυναικεῖα φορέματα καὶ ξανθὴ περούκαν ἕνα νεαρὸ καὶ χαρίτωμενο καουμπόϋ τὸ ὁποῖον ἐτελείωσε τὴν σκηνήν. Δὲν ἔχω παράπονα. Κερδίζω τὸ ψωμί μου καὶ ἐπειδὴ ἔχω κατακτήσει φιλόσοφες, δὲν στεναχωριέμαι μὲ τὴν σκέψιν ὅτι πάντοτε θὰ βασανίζωμαι καὶ ποτὲ δὲν θὰ ἐπιτυμηθῶ. [60, 467, 275, 773]
natsina-l3: ΚΕΝΤΡΙΚΗΝ ὁδὸς Βασιλέως Γεωργίου 52. [1383, 264, 1562, 286]
natsina-city: ΕΝ ΘΕΣΣΑΛΟΝΙΚΗ [1412, 170, 1533, 184]
dict-entry: ENVERGER, ῥ. ἐν. τακτοποιῶ. [1000, 1879, 1148, 1891]
